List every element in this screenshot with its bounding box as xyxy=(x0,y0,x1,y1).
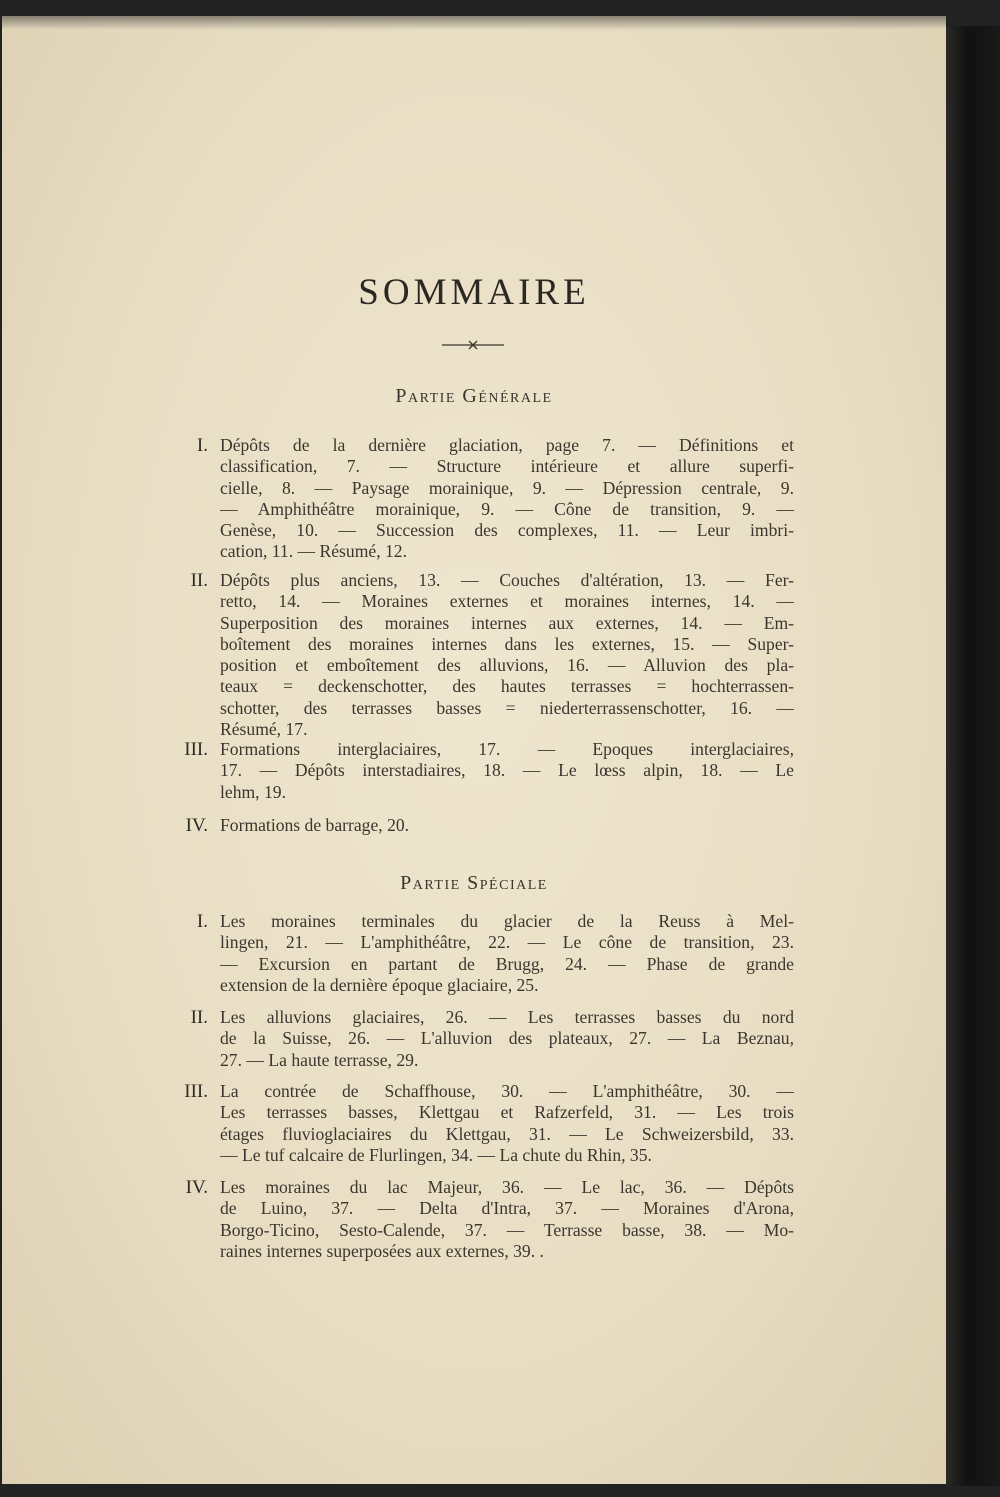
entry-line: de Luino, 37. — Delta d'Intra, 37. — Moraines d'Arona, xyxy=(220,1198,794,1219)
entry-line: cation, 11. — Résumé, 12. xyxy=(220,541,407,562)
entry-line: — Amphithéâtre morainique, 9. — Cône de transition, 9. — xyxy=(220,498,794,519)
entry-line: schotter, des terrasses basses = niederterrassenschotter, 16. — xyxy=(220,697,794,718)
entry-line: Résumé, 17. xyxy=(220,719,308,740)
entry-line: lingen, 21. — L'amphithéâtre, 22. — Le cône de transition, 23. xyxy=(220,932,794,953)
book-cover-edge xyxy=(946,26,1000,1486)
entry-line: Genèse, 10. — Succession des complexes, 11. — Leur imbri- xyxy=(220,520,794,541)
entry-text xyxy=(220,435,794,563)
entry-line: Les alluvions glaciaires, 26. — Les terrasses basses du nord xyxy=(220,1007,794,1027)
page-title: SOMMAIRE xyxy=(358,272,590,313)
entry-line: Les terrasses basses, Klettgau et Rafzerfeld, 31. — Les trois xyxy=(220,1102,794,1123)
entry-line: lehm, 19. xyxy=(220,781,286,802)
entry-numeral: II. xyxy=(190,1007,208,1028)
entry-line: La contrée de Schaffhouse, 30. — L'amphithéâtre, 30. — xyxy=(220,1081,794,1101)
section-heading-speciale: Partie Spéciale xyxy=(400,872,548,894)
entry-line: extension de la dernière époque glaciaire, 25. xyxy=(220,974,539,995)
entry-line: 27. — La haute terrasse, 29. xyxy=(220,1049,419,1070)
entry-line: de la Suisse, 26. — L'alluvion des plateaux, 27. — La Beznau, xyxy=(220,1028,794,1049)
entry-line: position et emboîtement des alluvions, 16. — Alluvion des pla- xyxy=(220,655,794,676)
entry-line: Superposition des moraines internes aux externes, 14. — Em- xyxy=(220,612,794,633)
entry-line: Formations interglaciaires, 17. — Epoques interglaciaires, xyxy=(220,739,794,759)
entry-line: Dépôts plus anciens, 13. — Couches d'altération, 13. — Fer- xyxy=(220,570,794,590)
entry-line: raines internes superposées aux externes, 39. . xyxy=(220,1240,544,1261)
ornament-divider xyxy=(442,340,504,350)
entry-text xyxy=(220,570,794,740)
entry-numeral: III. xyxy=(184,1081,208,1102)
entry-line: Les moraines terminales du glacier de la Reuss à Mel- xyxy=(220,911,794,931)
entry-line: 17. — Dépôts interstadiaires, 18. — Le lœss alpin, 18. — Le xyxy=(220,760,794,781)
entry-text xyxy=(220,1177,794,1262)
entry-line: Borgo-Ticino, Sesto-Calende, 37. — Terrasse basse, 38. — Mo- xyxy=(220,1219,794,1240)
entry-numeral: III. xyxy=(184,739,208,760)
entry-line: Formations de barrage, 20. xyxy=(220,815,410,835)
entry-numeral: IV. xyxy=(185,1177,208,1198)
entry-line: teaux = deckenschotter, des hautes terrasses = hochterrassen- xyxy=(220,676,794,697)
section-heading-generale: Partie Générale xyxy=(395,385,553,407)
entry-text xyxy=(220,815,794,836)
entry-numeral: I. xyxy=(196,435,208,456)
entry-line: classification, 7. — Structure intérieure et allure superfi- xyxy=(220,456,794,477)
entry-line: — Excursion en partant de Brugg, 24. — Phase de grande xyxy=(220,953,794,974)
entry-line: étages fluvioglaciaires du Klettgau, 31. — Le Schweizersbild, 33. xyxy=(220,1123,794,1144)
entry-numeral: IV. xyxy=(185,815,208,836)
entry-text xyxy=(220,911,794,996)
entry-numeral: I. xyxy=(196,911,208,932)
entry-text xyxy=(220,739,794,803)
entry-line: Les moraines du lac Majeur, 36. — Le lac, 36. — Dépôts xyxy=(220,1177,794,1197)
entry-line: — Le tuf calcaire de Flurlingen, 34. — La chute du Rhin, 35. xyxy=(220,1144,652,1165)
entry-line: retto, 14. — Moraines externes et moraines internes, 14. — xyxy=(220,591,794,612)
entry-text xyxy=(220,1081,794,1166)
entry-line: cielle, 8. — Paysage morainique, 9. — Dépression centrale, 9. xyxy=(220,477,794,498)
book-page xyxy=(2,16,946,1484)
entry-text xyxy=(220,1007,794,1071)
entry-line: Dépôts de la dernière glaciation, page 7. — Définitions et xyxy=(220,435,794,455)
entry-numeral: II. xyxy=(190,570,208,591)
entry-line: boîtement des moraines internes dans les externes, 15. — Super- xyxy=(220,633,794,654)
